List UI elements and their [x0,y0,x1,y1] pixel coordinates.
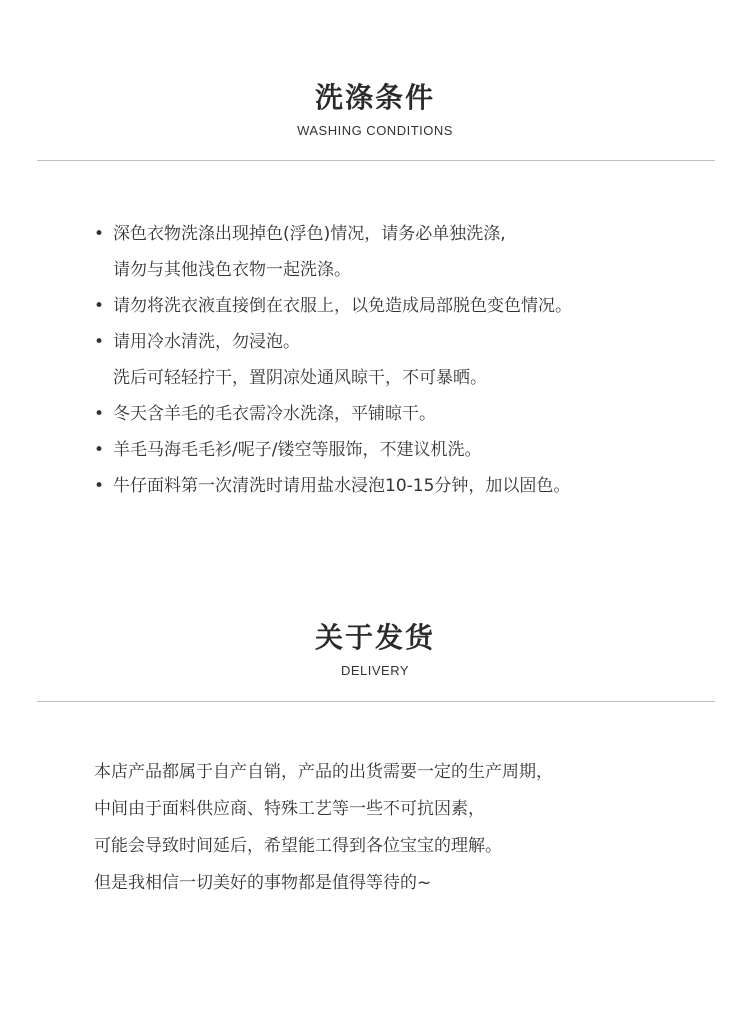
list-item [92,288,572,324]
delivery-line: 中间由于面料供应商、特殊工艺等一些不可抗因素， [94,799,485,819]
delivery-body [94,754,553,902]
list-item [92,216,572,288]
delivery-subtitle: DELIVERY [340,663,410,678]
bullet-icon: • [94,476,105,496]
list-item-line: 牛仔面料第一次清洗时请用盐水浸泡10-15分钟，加以固色。 [113,476,571,496]
list-item-line: 请勿与其他浅色衣物一起洗涤。 [113,260,351,280]
list-item [92,432,572,468]
delivery-line: 本店产品都属于自产自销，产品的出货需要一定的生产周期， [94,762,553,782]
list-item [92,468,572,504]
bullet-icon: • [94,332,105,352]
washing-list [92,216,572,504]
list-item-line: 羊毛马海毛毛衫/呢子/镂空等服饰，不建议机洗。 [113,440,482,460]
list-item [92,324,572,396]
list-item-line: 洗后可轻轻拧干，置阴凉处通风晾干，不可暴晒。 [113,368,487,388]
delivery-line: 可能会导致时间延后，希望能工得到各位宝宝的理解。 [94,836,502,856]
bullet-icon: • [94,224,105,244]
bullet-icon: • [94,404,105,424]
list-item-line: 请用冷水清洗，勿浸泡。 [113,332,300,352]
delivery-title: 关于发货 [314,621,435,654]
list-item-line: 冬天含羊毛的毛衣需冷水洗涤，平铺晾干。 [113,404,436,424]
bullet-icon: • [94,440,105,460]
washing-title: 洗涤条件 [314,81,435,114]
list-item [92,396,572,432]
list-item-line: 请勿将洗衣液直接倒在衣服上，以免造成局部脱色变色情况。 [113,296,572,316]
bullet-icon: • [94,296,105,316]
washing-divider [37,160,715,161]
delivery-line: 但是我相信一切美好的事物都是值得等待的~ [94,873,432,893]
list-item-line: 深色衣物洗涤出现掉色(浮色)情况，请务必单独洗涤, [113,224,506,244]
washing-subtitle: WASHING CONDITIONS [297,123,453,138]
delivery-divider [37,701,715,702]
